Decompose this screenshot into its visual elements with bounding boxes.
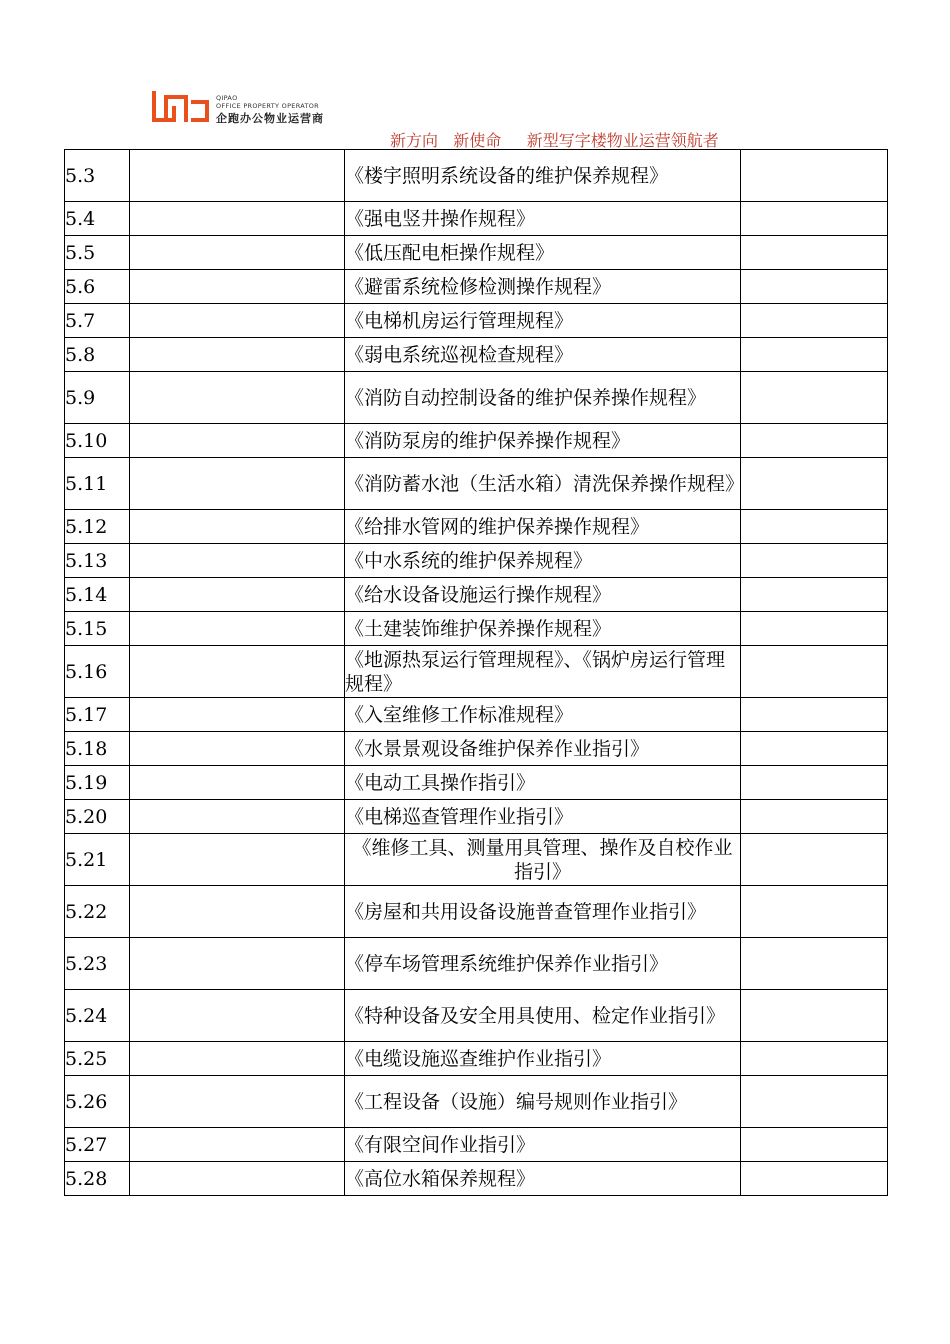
row-number: 5.19	[65, 766, 130, 800]
blank-cell	[130, 372, 345, 424]
blank-cell	[741, 1162, 888, 1196]
procedure-name: 《水景景观设备维护保养作业指引》	[345, 732, 741, 766]
blank-cell	[130, 544, 345, 578]
procedure-name: 《弱电系统巡视检查规程》	[345, 338, 741, 372]
blank-cell	[130, 612, 345, 646]
table-row	[65, 304, 888, 338]
procedure-name: 《低压配电柜操作规程》	[345, 236, 741, 270]
blank-cell	[130, 698, 345, 732]
blank-cell	[741, 544, 888, 578]
blank-cell	[130, 1162, 345, 1196]
table-row	[65, 150, 888, 202]
blank-cell	[130, 578, 345, 612]
blank-cell	[741, 990, 888, 1042]
procedure-name: 《停车场管理系统维护保养作业指引》	[345, 938, 741, 990]
procedure-name: 《维修工具、测量用具管理、操作及自校作业指引》	[345, 834, 741, 886]
procedure-name: 《给水设备设施运行操作规程》	[345, 578, 741, 612]
blank-cell	[130, 1076, 345, 1128]
blank-cell	[741, 732, 888, 766]
table-row	[65, 886, 888, 938]
blank-cell	[741, 1042, 888, 1076]
blank-cell	[130, 304, 345, 338]
procedure-name: 《消防自动控制设备的维护保养操作规程》	[345, 372, 741, 424]
table-row	[65, 834, 888, 886]
procedure-name: 《电动工具操作指引》	[345, 766, 741, 800]
blank-cell	[130, 834, 345, 886]
table-row	[65, 372, 888, 424]
row-number: 5.12	[65, 510, 130, 544]
document-table	[64, 149, 888, 1196]
blank-cell	[130, 732, 345, 766]
procedure-name: 《电梯巡查管理作业指引》	[345, 800, 741, 834]
procedure-name: 《地源热泵运行管理规程》、《锅炉房运行管理规程》	[345, 646, 741, 698]
blank-cell	[741, 338, 888, 372]
table-row	[65, 544, 888, 578]
blank-cell	[130, 800, 345, 834]
procedure-name: 《土建装饰维护保养操作规程》	[345, 612, 741, 646]
table-row	[65, 1128, 888, 1162]
header-slogan: 新方向 新使命 新型写字楼物业运营领航者	[390, 131, 719, 150]
table-row	[65, 766, 888, 800]
procedure-name: 《房屋和共用设备设施普查管理作业指引》	[345, 886, 741, 938]
row-number: 5.16	[65, 646, 130, 698]
blank-cell	[130, 646, 345, 698]
blank-cell	[741, 424, 888, 458]
procedure-name: 《消防蓄水池（生活水箱）清洗保养操作规程》	[345, 458, 741, 510]
blank-cell	[741, 458, 888, 510]
table-row	[65, 612, 888, 646]
procedure-name: 《有限空间作业指引》	[345, 1128, 741, 1162]
row-number: 5.11	[65, 458, 130, 510]
blank-cell	[741, 646, 888, 698]
procedure-name: 《电梯机房运行管理规程》	[345, 304, 741, 338]
table-row	[65, 1076, 888, 1128]
table-row	[65, 732, 888, 766]
row-number: 5.21	[65, 834, 130, 886]
row-number: 5.22	[65, 886, 130, 938]
blank-cell	[741, 236, 888, 270]
row-number: 5.8	[65, 338, 130, 372]
blank-cell	[741, 834, 888, 886]
blank-cell	[130, 458, 345, 510]
row-number: 5.20	[65, 800, 130, 834]
table-row	[65, 202, 888, 236]
logo-text-cn: 企跑办公物业运营商	[216, 112, 324, 125]
procedure-name: 《高位水箱保养规程》	[345, 1162, 741, 1196]
table-row	[65, 1162, 888, 1196]
blank-cell	[741, 372, 888, 424]
row-number: 5.10	[65, 424, 130, 458]
procedure-name: 《楼宇照明系统设备的维护保养规程》	[345, 150, 741, 202]
row-number: 5.13	[65, 544, 130, 578]
row-number: 5.14	[65, 578, 130, 612]
blank-cell	[130, 338, 345, 372]
row-number: 5.28	[65, 1162, 130, 1196]
row-number: 5.5	[65, 236, 130, 270]
table-row	[65, 424, 888, 458]
blank-cell	[741, 800, 888, 834]
table-row	[65, 1042, 888, 1076]
blank-cell	[130, 990, 345, 1042]
blank-cell	[130, 766, 345, 800]
blank-cell	[741, 150, 888, 202]
blank-cell	[130, 938, 345, 990]
blank-cell	[741, 886, 888, 938]
row-number: 5.6	[65, 270, 130, 304]
blank-cell	[741, 1076, 888, 1128]
table-row	[65, 990, 888, 1042]
procedure-name: 《入室维修工作标准规程》	[345, 698, 741, 732]
table-row	[65, 270, 888, 304]
procedure-name: 《中水系统的维护保养规程》	[345, 544, 741, 578]
procedure-name: 《电缆设施巡查维护作业指引》	[345, 1042, 741, 1076]
blank-cell	[130, 202, 345, 236]
blank-cell	[130, 1128, 345, 1162]
blank-cell	[741, 938, 888, 990]
row-number: 5.9	[65, 372, 130, 424]
procedure-name: 《工程设备（设施）编号规则作业指引》	[345, 1076, 741, 1128]
blank-cell	[130, 236, 345, 270]
blank-cell	[130, 424, 345, 458]
procedure-name: 《避雷系统检修检测操作规程》	[345, 270, 741, 304]
blank-cell	[741, 202, 888, 236]
table-row	[65, 236, 888, 270]
blank-cell	[130, 270, 345, 304]
blank-cell	[741, 698, 888, 732]
blank-cell	[741, 1128, 888, 1162]
row-number: 5.26	[65, 1076, 130, 1128]
blank-cell	[130, 150, 345, 202]
row-number: 5.3	[65, 150, 130, 202]
row-number: 5.18	[65, 732, 130, 766]
procedure-name: 《给排水管网的维护保养操作规程》	[345, 510, 741, 544]
blank-cell	[741, 766, 888, 800]
row-number: 5.25	[65, 1042, 130, 1076]
row-number: 5.7	[65, 304, 130, 338]
row-number: 5.15	[65, 612, 130, 646]
row-number: 5.23	[65, 938, 130, 990]
row-number: 5.4	[65, 202, 130, 236]
blank-cell	[741, 612, 888, 646]
procedure-name: 《特种设备及安全用具使用、检定作业指引》	[345, 990, 741, 1042]
row-number: 5.24	[65, 990, 130, 1042]
table-row	[65, 698, 888, 732]
blank-cell	[741, 304, 888, 338]
blank-cell	[741, 578, 888, 612]
procedure-name: 《消防泵房的维护保养操作规程》	[345, 424, 741, 458]
table-row	[65, 458, 888, 510]
table-row	[65, 646, 888, 698]
row-number: 5.17	[65, 698, 130, 732]
logo-text-en: QIPAO OFFICE PROPERTY OPERATOR	[216, 94, 319, 110]
row-number: 5.27	[65, 1128, 130, 1162]
blank-cell	[741, 270, 888, 304]
procedure-name: 《强电竖井操作规程》	[345, 202, 741, 236]
table-row	[65, 938, 888, 990]
blank-cell	[130, 886, 345, 938]
blank-cell	[130, 1042, 345, 1076]
table-row	[65, 338, 888, 372]
table-row	[65, 800, 888, 834]
blank-cell	[130, 510, 345, 544]
table-row	[65, 510, 888, 544]
blank-cell	[741, 510, 888, 544]
table-row	[65, 578, 888, 612]
